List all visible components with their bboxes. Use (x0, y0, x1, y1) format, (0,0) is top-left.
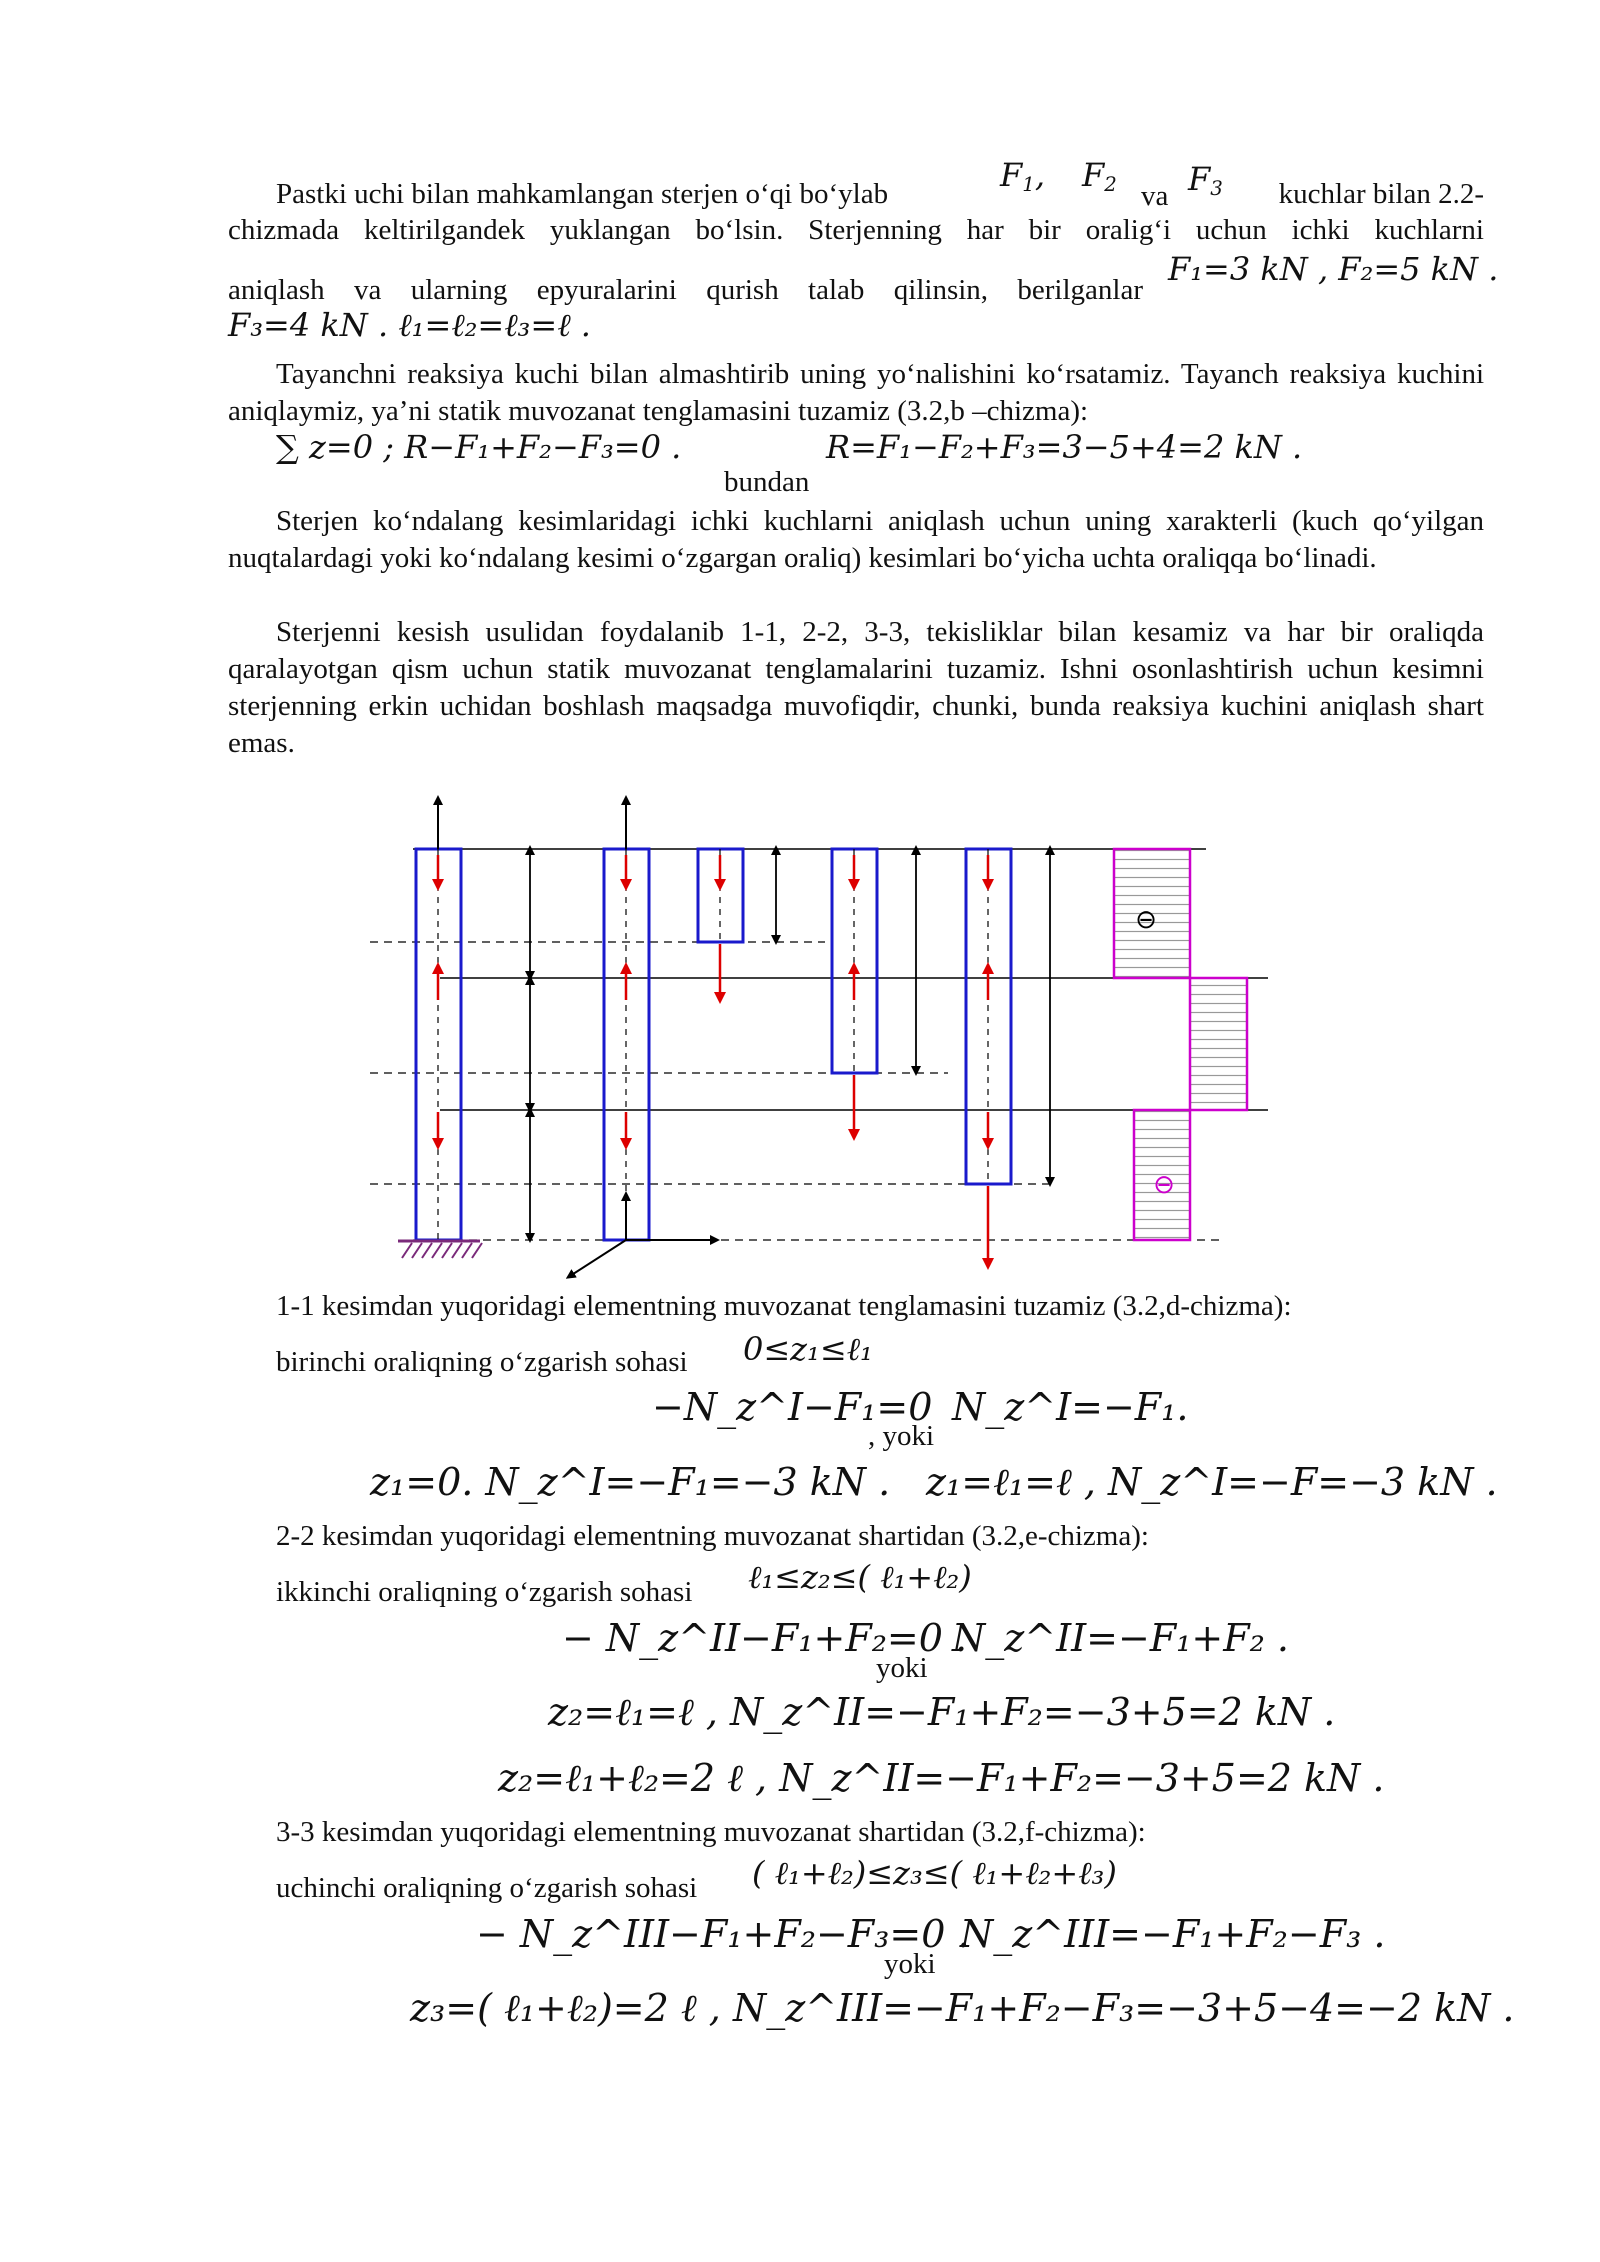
rod-b (570, 800, 715, 1276)
p1-text-a: Pastki uchi bilan mahkamlangan sterjen o‘qi bo‘ylab (276, 178, 889, 210)
s2-range: ℓ₁≤z₂≤( ℓ₁+ℓ₂) (748, 1558, 972, 1596)
s2-eq-d: z₂=ℓ₁+ℓ₂=2 ℓ , N_z^II=−F₁+F₂=−3+5=2 kN . (498, 1756, 1385, 1800)
p1-va: va (1141, 180, 1169, 212)
p1-F1: $F_1$, (1000, 156, 1045, 196)
s3-yoki: yoki (884, 1948, 936, 1980)
s1-intro: 1-1 kesimdan yuqoridagi elementning muvozanat tenglamasini tuzamiz (3.2,d-chizma): (276, 1290, 1292, 1322)
s3-range-label: uchinchi oraliqning o‘zgarish sohasi (276, 1872, 698, 1904)
p1-given2: F₃=4 kN . ℓ₁=ℓ₂=ℓ₃=ℓ . (228, 306, 591, 344)
fixed-support (398, 1241, 482, 1258)
p1-F2: $F_2$ (1082, 156, 1117, 196)
s1-range: 0≤z₁≤ℓ₁ (743, 1330, 873, 1368)
p1-given1: F₁=3 kN , F₂=5 kN . (1168, 250, 1499, 288)
s3-intro: 3-3 kesimdan yuqoridagi elementning muvozanat shartidan (3.2,f-chizma): (276, 1816, 1146, 1848)
p3-text: Sterjen ko‘ndalang kesimlaridagi ichki kuchlarni aniqlash uchun uning xarakterli (kuch qo‘yilgan nuqtalardagi yoki ko‘ndalang kesimi o‘zgargan oraliq) kesimlari bo‘yicha uchta oraliqqa bo‘linadi. (228, 505, 1484, 574)
s1-eq-a: −N_z^I−F₁=0 (652, 1385, 933, 1429)
rod-e (966, 849, 1050, 1264)
s1-eq-d: z₁=ℓ₁=ℓ , N_z^I=−F=−3 kN . (926, 1460, 1498, 1504)
epure-minus-sign-1: ⊖ (1135, 905, 1157, 935)
epure-minus-sign-2: ⊖ (1153, 1170, 1175, 1200)
p2-eq-sum: ∑ z=0 ; R−F₁+F₂−F₃=0 . (276, 428, 682, 466)
rod-a (398, 800, 482, 1258)
s1-yoki: , yoki (868, 1420, 935, 1452)
s2-eq-b: N_z^II=−F₁+F₂ . (952, 1616, 1290, 1660)
s1-eq-c: z₁=0. N_z^I=−F₁=−3 kN . (370, 1460, 891, 1504)
s2-eq-a: − N_z^II−F₁+F₂=0 . (562, 1616, 968, 1660)
rod-c (698, 849, 776, 998)
p2-eq-R: R=F₁−F₂+F₃=3−5+4=2 kN . (826, 428, 1303, 466)
epure-segment-2 (1190, 978, 1247, 1110)
s1-eq-b: N_z^I=−F₁. (952, 1385, 1189, 1429)
s2-yoki: yoki (876, 1652, 928, 1684)
p1-text-b: kuchlar bilan 2.2- (1278, 178, 1484, 210)
s1-range-label: birinchi oraliqning o‘zgarish sohasi (276, 1346, 688, 1378)
s3-eq-c: z₃=( ℓ₁+ℓ₂)=2 ℓ , N_z^III=−F₁+F₂−F₃=−3+5−4=−2 kN . (410, 1986, 1515, 2030)
p1-line2: chizmada keltirilgandek yuklangan bo‘lsin. Sterjenning har bir oralig‘i uchun ichki kuchlarni (228, 214, 1484, 246)
p4-text: Sterjenni kesish usulidan foydalanib 1-1, 2-2, 3-3, tekisliklar bilan kesamiz va har bir oraliqda qaralayotgan qism uchun statik muvozanat tenglamalarini tuzamiz. Ishni osonlashtirish uchun kesimni sterjenning erkin uchidan boshlash maqsadga muvofiqdir, chunki, bunda reaksiya kuchini aniqlash shart emas. (228, 616, 1484, 759)
rod-d (832, 849, 916, 1135)
p2-bundan: bundan (724, 466, 810, 498)
s2-eq-c: z₂=ℓ₁=ℓ , N_z^II=−F₁+F₂=−3+5=2 kN . (548, 1690, 1336, 1734)
p1-F3: $F_3$ (1188, 160, 1223, 200)
p2-text: Tayanchni reaksiya kuchi bilan almashtirib uning yo‘nalishini ko‘rsatamiz. Tayanch reaksiya kuchini aniqlaymiz, ya’ni statik muvozanat tenglamasini tuzamiz (3.2,b –chizma): (228, 358, 1484, 427)
s3-eq-a: − N_z^III−F₁+F₂−F₃=0 . (476, 1912, 970, 1956)
s2-intro: 2-2 kesimdan yuqoridagi elementning muvozanat shartidan (3.2,e-chizma): (276, 1520, 1149, 1552)
p1-line3: aniqlash va ularning epyuralarini qurish talab qilinsin, berilganlar (228, 274, 1143, 306)
s2-range-label: ikkinchi oraliqning o‘zgarish sohasi (276, 1576, 693, 1608)
force-epure (1114, 849, 1247, 1240)
s3-eq-b: N_z^III=−F₁+F₂−F₃ . (960, 1912, 1386, 1956)
s3-range: ( ℓ₁+ℓ₂)≤z₃≤( ℓ₁+ℓ₂+ℓ₃) (752, 1854, 1117, 1892)
